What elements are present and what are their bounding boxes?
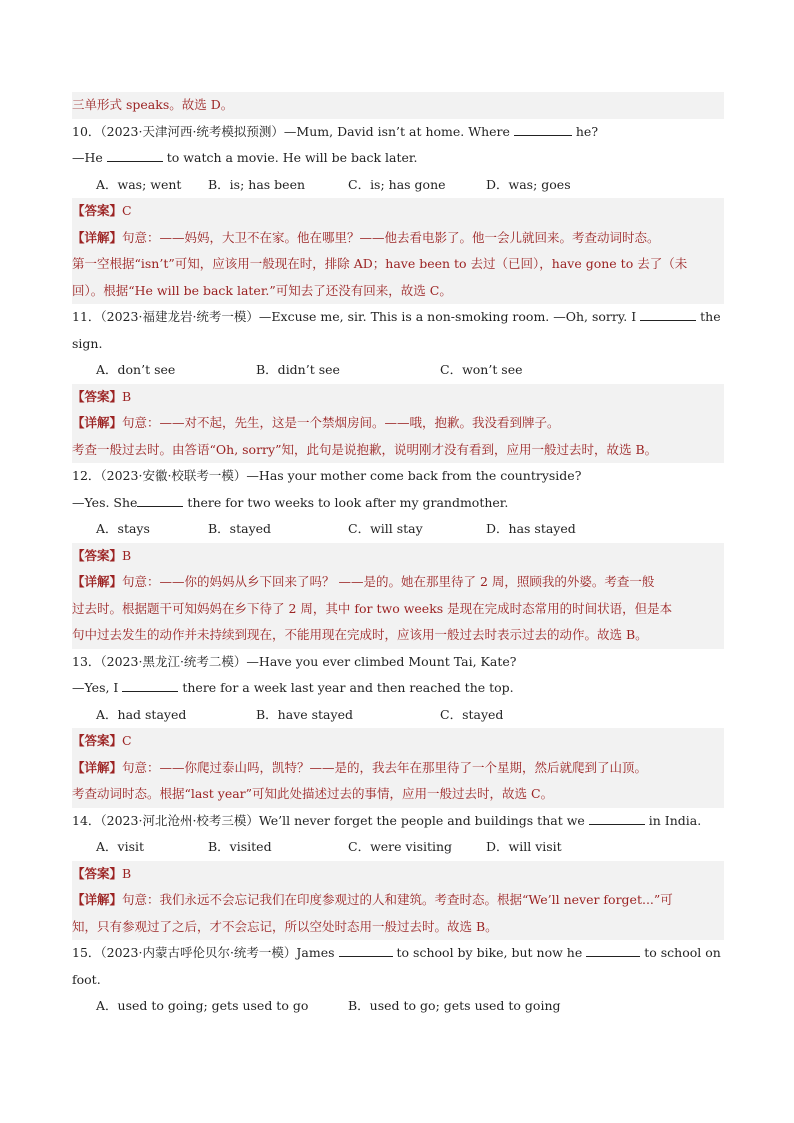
answer-blank [586, 944, 640, 957]
option-c: C．is; has gone [348, 176, 446, 192]
question-10-answer: 【答案】C [72, 198, 724, 225]
question-10-analysis-3: 回）。根据“He will be back later.”可知去了还没有回来，故选 C。 [72, 278, 724, 305]
answer-blank [514, 123, 572, 136]
question-12-stem-line-2: —Yes. She there for two weeks to look after my grandmother. [72, 494, 509, 510]
question-10-analysis-1: 【详解】句意：——妈妈，大卫不在家。他在哪里？——他去看电影了。他一会儿就回来。考查动词时态。 [72, 225, 724, 252]
option-a: A．was; went [96, 176, 182, 192]
answer-blank [589, 812, 645, 825]
question-source: （2023·内蒙古呼伦贝尔·统考一模） [100, 945, 297, 960]
question-number: 10． [72, 123, 101, 139]
option-a: A．visit [96, 839, 145, 854]
question-14-analysis-1: 【详解】句意：我们永远不会忘记我们在印度参观过的人和建筑。考查时态。根据“We’ll never forget...”可 [72, 887, 724, 914]
answer-blank [107, 149, 163, 162]
option-c: C．will stay [348, 521, 423, 536]
question-15-stem-line-1: 15．（2023·内蒙古呼伦贝尔·统考一模）James to school by bike, but now he to school on [72, 945, 721, 960]
question-number: 14． [72, 812, 101, 828]
question-14-analysis-2: 知，只有参观过了之后，才不会忘记，所以空处时态用一般过去时。故选 B。 [72, 914, 724, 941]
question-number: 12． [72, 468, 101, 483]
question-10-options [72, 172, 724, 199]
question-number: 15． [72, 945, 101, 960]
option-b: B．is; has been [208, 176, 306, 192]
option-c: C．stayed [440, 706, 504, 722]
document-page [72, 92, 724, 1020]
question-13-answer: 【答案】C [72, 728, 724, 755]
answer-blank [640, 308, 696, 321]
question-11-analysis-2: 考查一般过去时。由答语“Oh, sorry”知，此句是说抱歉，说明刚才没有看到，应用一般过去时，故选 B。 [72, 437, 724, 464]
option-c: C．were visiting [348, 839, 453, 854]
question-11-options [72, 357, 724, 384]
option-b: B．visited [208, 839, 272, 854]
question-source: （2023·河北沧州·校考三模） [100, 812, 259, 828]
question-13-stem-line-2: —Yes, I there for a week last year and then reached the top. [72, 680, 514, 695]
question-12-analysis-1: 【详解】句意：——你的妈妈从乡下回来了吗？ ——是的。她在那里待了 2 周，照顾我的外婆。考查一般 [72, 569, 724, 596]
option-b: B．used to go; gets used to going [348, 998, 561, 1013]
option-a: A．used to going; gets used to go [96, 998, 309, 1013]
option-a: A．stays [96, 521, 150, 536]
question-11-answer: 【答案】B [72, 384, 724, 411]
option-a: A．don’t see [96, 362, 176, 377]
option-d: D．was; goes [486, 176, 571, 192]
question-14-answer: 【答案】B [72, 861, 724, 888]
question-13-analysis-1: 【详解】句意：——你爬过泰山吗，凯特？——是的，我去年在那里待了一个星期，然后就爬到了山顶。 [72, 755, 724, 782]
question-10-stem-line-2: —He to watch a movie. He will be back later. [72, 150, 418, 165]
question-11-analysis-1: 【详解】句意：——对不起，先生，这是一个禁烟房间。——哦，抱歉。我没看到牌子。 [72, 410, 724, 437]
question-12-analysis-3: 句中过去发生的动作并未持续到现在，不能用现在完成时，应该用一般过去时表示过去的动作。故选 B。 [72, 622, 724, 649]
question-13-analysis-2: 考查动词时态。根据“last year”可知此处描述过去的事情，应用一般过去时，故选 C。 [72, 781, 724, 808]
option-d: D．has stayed [486, 521, 576, 536]
question-14-stem-line-1: 14．（2023·河北沧州·校考三模）We’ll never forget the people and buildings that we in India. [72, 812, 702, 828]
analysis-continuation: 三单形式 speaks。故选 D。 [72, 92, 724, 119]
option-b: B．have stayed [256, 706, 353, 722]
question-10-stem-line-1: 10．（2023·天津河西·统考模拟预测）—Mum, David isn’t at home. Where he? [72, 123, 599, 139]
option-a: A．had stayed [96, 706, 187, 722]
question-12-answer: 【答案】B [72, 543, 724, 570]
question-12-stem-line-1: 12．（2023·安徽·校联考一模）—Has your mother come back from the countryside? [72, 468, 582, 483]
question-10-analysis-2: 第一空根据“isn’t”可知，应该用一般现在时，排除 AD；have been to 去过（已回），have gone to 去了（未 [72, 251, 724, 278]
question-source: （2023·黑龙江·统考二模） [100, 653, 247, 669]
answer-blank [137, 494, 183, 507]
question-12-analysis-2: 过去时。根据题干可知妈妈在乡下待了 2 周，其中 for two weeks 是现在完成时态常用的时间状语，但是本 [72, 596, 724, 623]
option-b: B．stayed [208, 521, 272, 536]
question-13-stem-line-1: 13．（2023·黑龙江·统考二模）—Have you ever climbed Mount Tai, Kate? [72, 653, 517, 669]
answer-blank [122, 679, 178, 692]
question-13-options [72, 702, 724, 729]
question-15-options [72, 993, 724, 1020]
question-11-stem-line-1: 11．（2023·福建龙岩·统考一模）—Excuse me, sir. This is a non-smoking room. —Oh, sorry. I the [72, 309, 721, 324]
question-15-stem-line-2: foot. [72, 971, 101, 987]
question-14-options [72, 834, 724, 861]
question-11-stem-line-2: sign. [72, 335, 103, 351]
question-number: 13． [72, 653, 101, 669]
option-b: B．didn’t see [256, 362, 340, 377]
question-number: 11． [72, 309, 101, 324]
answer-blank [339, 944, 393, 957]
question-source: （2023·天津河西·统考模拟预测） [100, 123, 284, 139]
option-d: D．will visit [486, 839, 562, 854]
question-source: （2023·安徽·校联考一模） [100, 468, 247, 483]
question-12-options [72, 516, 724, 543]
option-c: C．won’t see [440, 362, 523, 377]
question-source: （2023·福建龙岩·统考一模） [100, 309, 259, 324]
